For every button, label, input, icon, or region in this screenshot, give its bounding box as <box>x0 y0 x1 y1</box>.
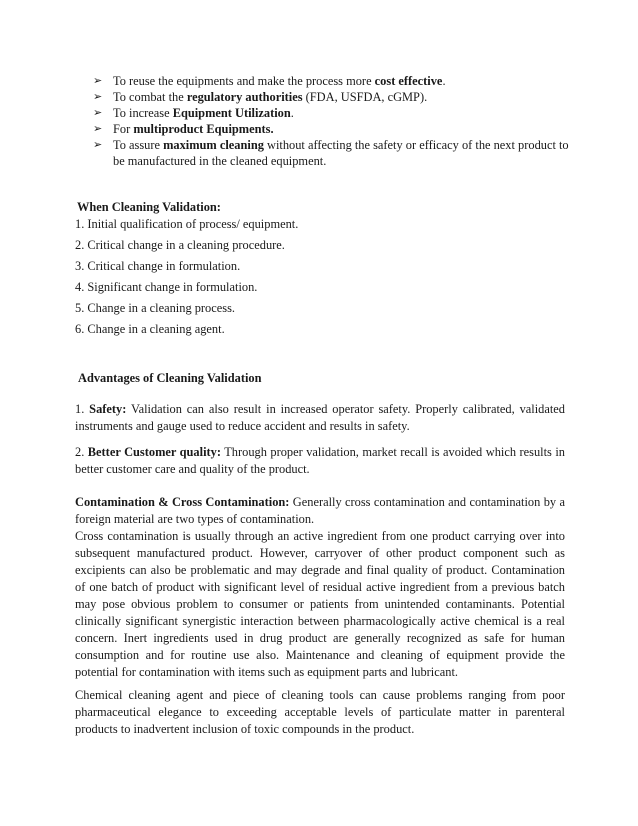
bullet-item <box>93 89 573 105</box>
contamination-intro-text: Generally cross contamination and contamination by a foreign material are two types of contamination. <box>75 495 565 526</box>
bullet-bold-text: Equipment Utilization <box>172 106 291 120</box>
advantages-heading: Advantages of Cleaning Validation <box>78 371 262 385</box>
advantage-safety-paragraph <box>75 401 565 435</box>
arrow-bullet-icon: ➢ <box>93 122 103 135</box>
advantage-title: Safety: <box>89 402 127 416</box>
arrow-bullet-icon: ➢ <box>93 138 103 151</box>
bullet-bold-text: cost effective <box>374 74 443 88</box>
advantage-text: Through proper validation, market recall is avoided which results in better customer care and quality of the product. <box>75 445 565 476</box>
arrow-bullet-icon: ➢ <box>93 90 103 103</box>
list-item: 3. Critical change in formulation. <box>75 259 241 273</box>
advantage-number: 2. <box>75 445 88 459</box>
bullet-item <box>93 137 573 169</box>
advantage-title: Better Customer quality: <box>87 445 221 459</box>
when-cleaning-validation-heading: When Cleaning Validation: <box>77 200 221 214</box>
list-item: 6. Change in a cleaning agent. <box>75 322 225 336</box>
bullet-text: To combat the <box>113 90 187 104</box>
advantage-number: 1. <box>75 402 90 416</box>
list-item: 4. Significant change in formulation. <box>75 280 258 294</box>
bullet-item <box>93 121 573 137</box>
bullet-text: To assure <box>113 138 164 152</box>
bullet-item <box>93 73 573 89</box>
bullet-text: To reuse the equipments and make the process more <box>113 74 375 88</box>
list-item: 5. Change in a cleaning process. <box>75 301 235 315</box>
contamination-title: Contamination & Cross Contamination: <box>75 495 290 509</box>
when-validation-list <box>75 216 555 342</box>
advantage-customer-quality-paragraph <box>75 444 565 478</box>
bullet-bold-text: maximum cleaning <box>163 138 264 152</box>
bullet-text: without affecting the safety or efficacy of the next product to be manufactured in the cleaned equipment. <box>113 138 569 168</box>
contamination-body-paragraph: Cross contamination is usually through an active ingredient from one product carrying over into subsequent manufactured product. However, carryover of other product component such as excipients can also be problematic and may degrade and final quality of product. Contamination of one batch of product with significant level of residual active ingredient from a previous batch may pose obvious problem to consumer or patients from unintended contaminants. Potential clinically significant synergistic interaction between pharmacologically active chemical is a real concern. Inert ingredients used in drug product are generally recognized as safe for human consumption and for routine use also. Maintenance and cleaning of equipment provide the potential for contamination with items such as equipment parts and lubricant. <box>75 529 565 679</box>
bullet-text: (FDA, USFDA, cGMP). <box>302 90 428 104</box>
bullet-text: For <box>113 122 134 136</box>
bullet-text: To increase <box>113 106 173 120</box>
bullet-text: . <box>290 106 294 120</box>
bullet-bold-text: regulatory authorities <box>186 90 303 104</box>
arrow-bullet-icon: ➢ <box>93 74 103 87</box>
purpose-bullet-list <box>93 73 573 169</box>
bullet-item <box>93 105 573 121</box>
advantage-text: Validation can also result in increased operator safety. Properly calibrated, validated instruments and gauge used to reduce accident and results in safety. <box>75 402 565 433</box>
bullet-bold-text: multiproduct Equipments. <box>133 122 274 136</box>
list-item: 1. Initial qualification of process/ equipment. <box>75 217 299 231</box>
contamination-intro-paragraph <box>75 494 565 528</box>
bullet-text: . <box>442 74 446 88</box>
arrow-bullet-icon: ➢ <box>93 106 103 119</box>
chemical-cleaning-paragraph: Chemical cleaning agent and piece of cleaning tools can cause problems ranging from poor pharmaceutical elegance to exceeding acceptable levels of particulate matter in parenteral products to inadvertent inclusion of toxic compounds in the product. <box>75 688 565 736</box>
list-item: 2. Critical change in a cleaning procedure. <box>75 238 285 252</box>
